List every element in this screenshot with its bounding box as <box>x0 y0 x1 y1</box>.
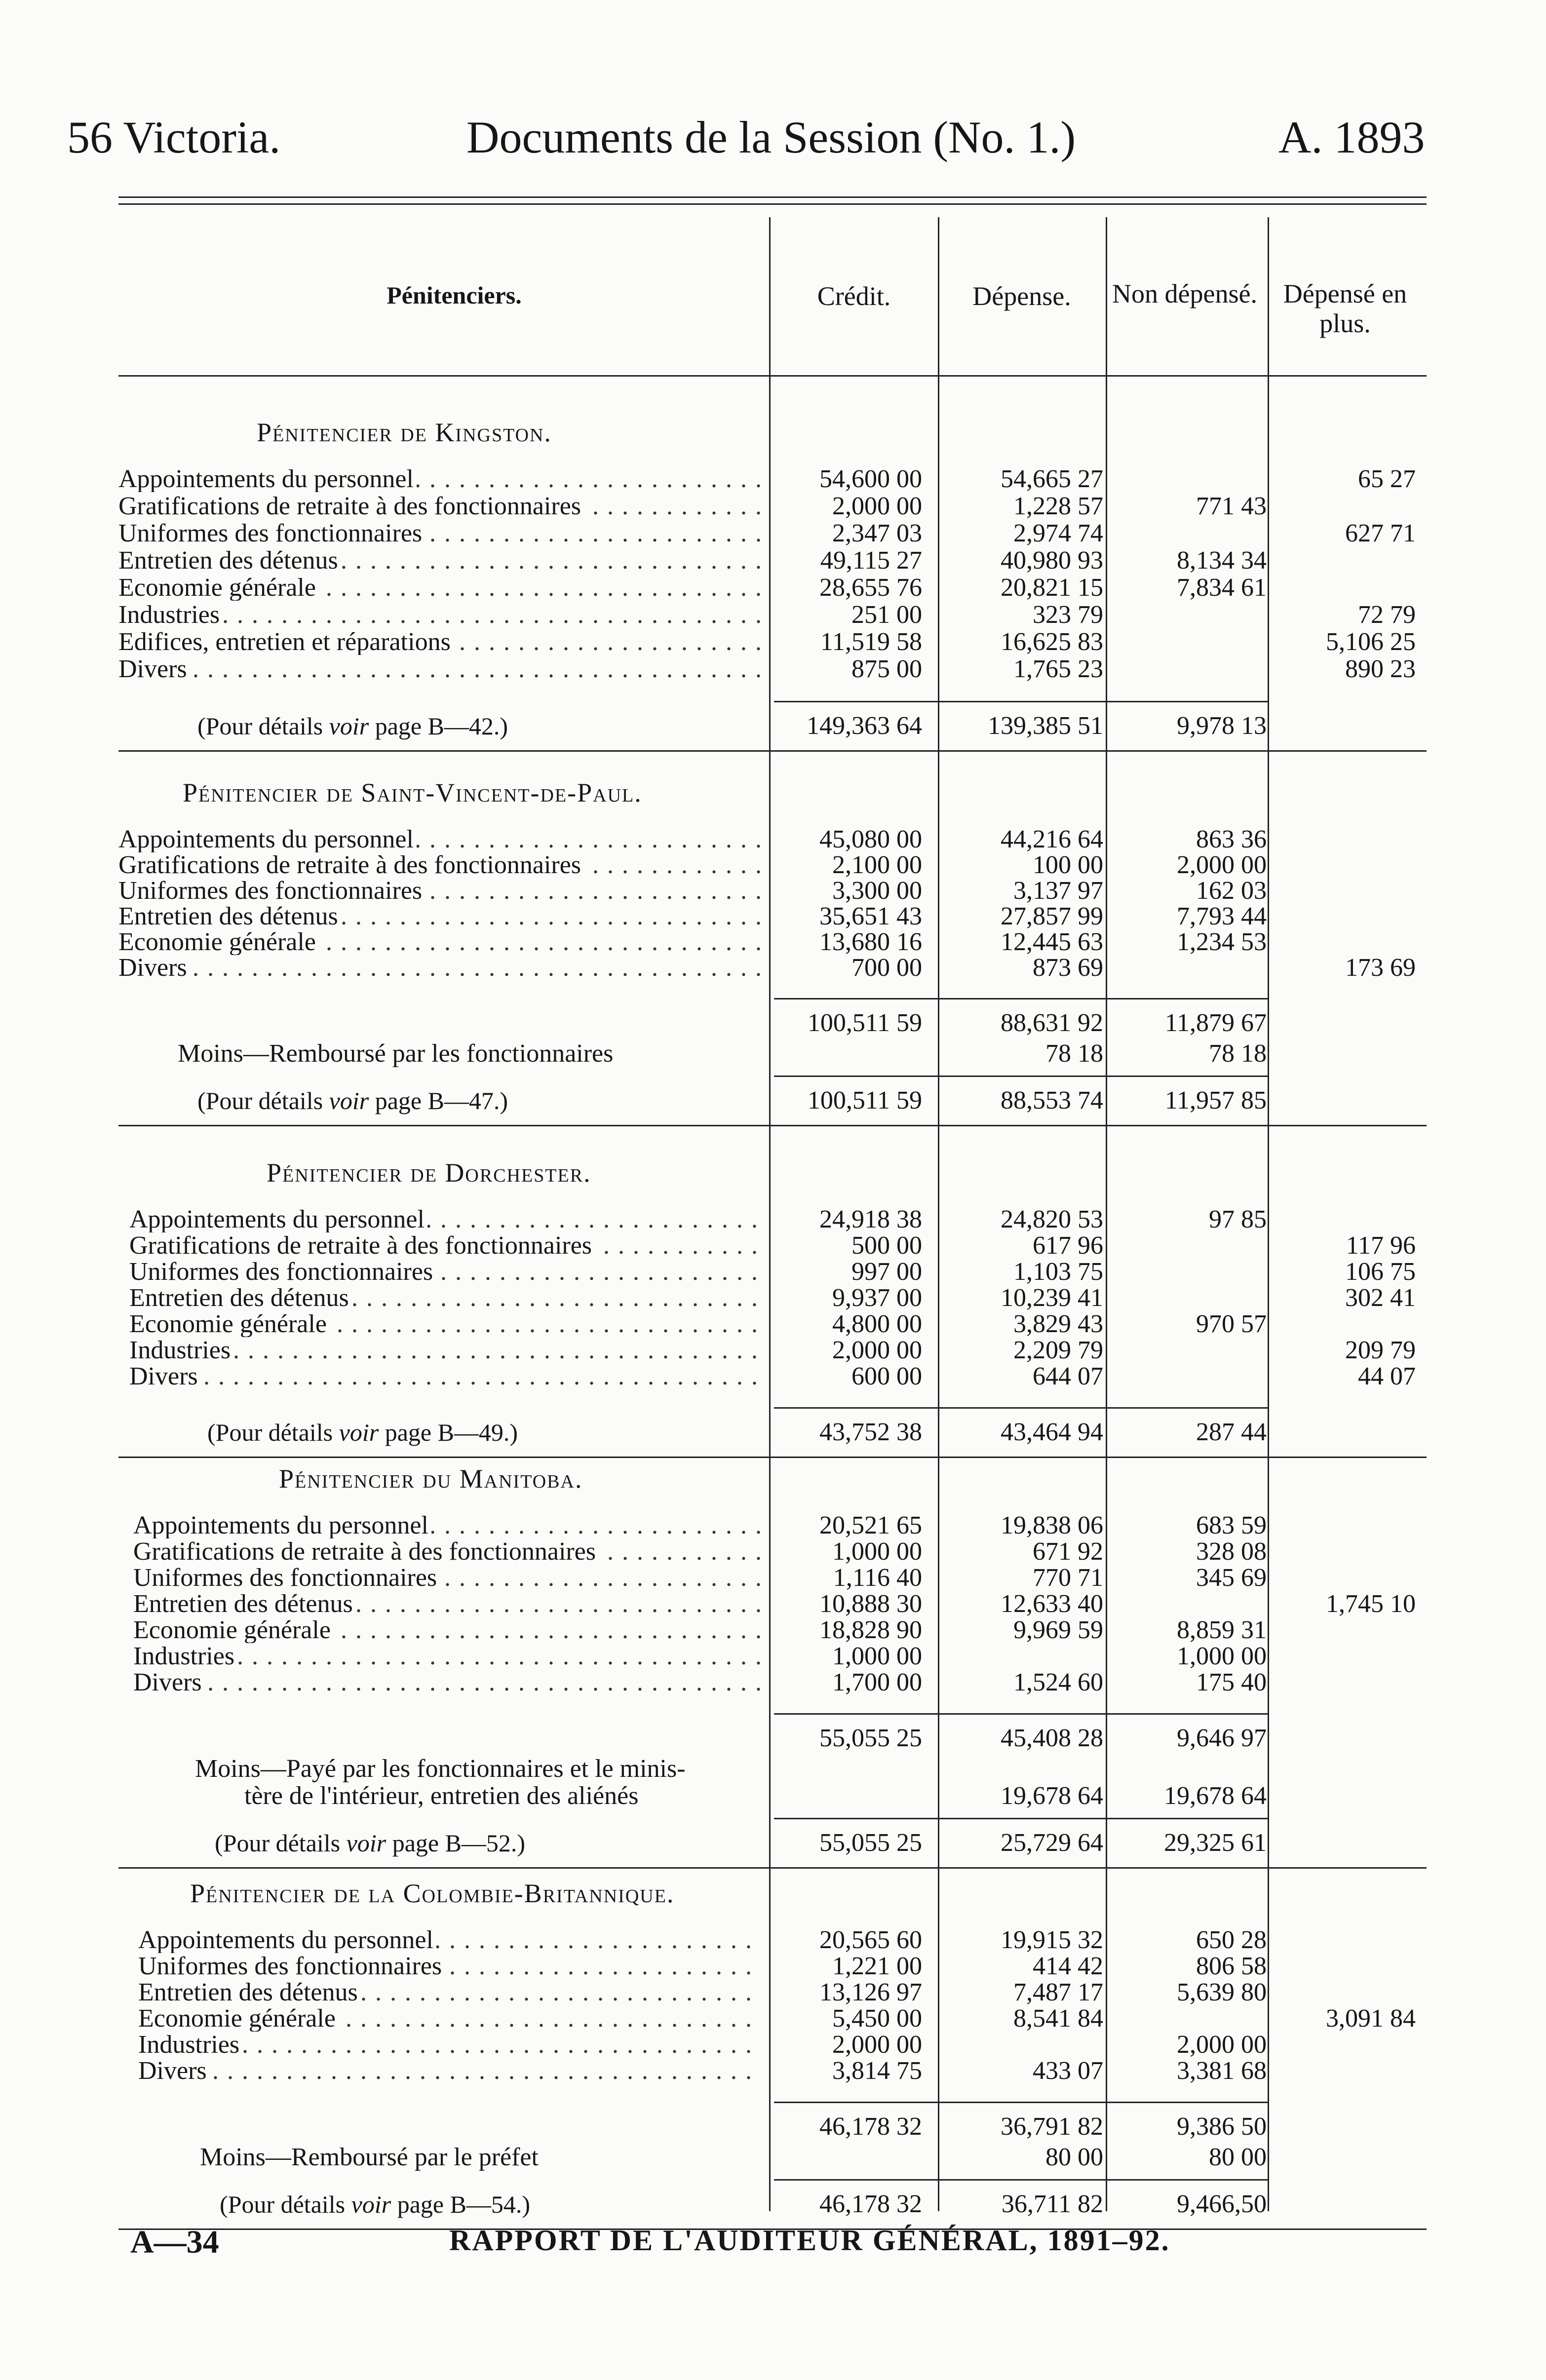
row-label <box>118 904 760 929</box>
row-depense: 433 07 <box>1033 2057 1103 2085</box>
subtotal-row <box>0 1010 1546 1036</box>
moins-depense: 78 18 <box>1045 1039 1103 1068</box>
row-depense-plus: 72 79 <box>1358 601 1416 629</box>
row-non-depense: 1,234 53 <box>1177 928 1267 956</box>
row-non-depense: 8,134 34 <box>1177 546 1267 575</box>
row-credit: 1,116 40 <box>833 1564 922 1592</box>
row-label <box>138 1954 760 1979</box>
row-label-text: Appointements du personnel <box>138 1927 436 1953</box>
row-label <box>129 1259 760 1285</box>
ledger-row <box>0 2058 1546 2084</box>
total-non-depense: 11,957 85 <box>1164 1086 1267 1114</box>
section-end-rule <box>118 750 1427 752</box>
row-depense: 20,821 15 <box>1001 574 1103 602</box>
row-non-depense: 162 03 <box>1196 877 1267 905</box>
ledger-row <box>0 1285 1546 1311</box>
row-credit: 20,521 65 <box>819 1511 922 1539</box>
details-note-voir: voir <box>329 1087 369 1114</box>
moins-rule <box>774 1818 1268 1819</box>
row-non-depense: 3,381 68 <box>1177 2057 1267 2085</box>
row-label <box>138 2032 760 2058</box>
subtotal-credit: 55,055 25 <box>819 1724 922 1752</box>
row-depense: 100 00 <box>1033 851 1103 879</box>
ledger-row <box>0 521 1546 546</box>
total-depense: 88,553 74 <box>1001 1086 1103 1114</box>
total-depense: 36,711 82 <box>1001 2190 1103 2218</box>
row-depense-plus: 3,091 84 <box>1326 2004 1416 2033</box>
row-credit: 1,000 00 <box>832 1642 922 1670</box>
details-note-voir: voir <box>339 1419 379 1446</box>
row-label-text: Entretien des détenus <box>118 904 341 929</box>
row-credit: 5,450 00 <box>832 2004 922 2033</box>
row-credit: 54,600 00 <box>819 465 922 493</box>
details-note-page: page B—47.) <box>375 1087 508 1114</box>
column-header-rule <box>118 375 1427 377</box>
row-label-text: Gratifications de retraite à des fonctionnaires <box>118 494 584 519</box>
col-title: Pénitenciers. <box>386 281 522 309</box>
section-end-rule <box>118 1457 1427 1458</box>
subtotal-non-depense: 9,386 50 <box>1177 2112 1267 2141</box>
row-label <box>118 602 760 628</box>
details-note <box>215 1830 525 1856</box>
col-depense: Dépense. <box>972 281 1071 311</box>
moins-non-depense: 19,678 64 <box>1164 1782 1267 1810</box>
section-title: Pénitencier de la Colombie-Britannique. <box>190 1879 675 1908</box>
row-credit: 700 00 <box>851 954 922 982</box>
total-non-depense: 287 44 <box>1196 1418 1267 1446</box>
footer-page-ref: A—34 <box>130 2224 219 2260</box>
row-credit: 600 00 <box>851 1362 922 1390</box>
details-note-prefix: (Pour détails <box>197 1087 323 1114</box>
row-depense: 9,969 59 <box>1013 1616 1103 1644</box>
row-depense: 12,633 40 <box>1001 1590 1103 1618</box>
row-depense: 16,625 83 <box>1001 628 1103 656</box>
row-label <box>129 1364 760 1389</box>
row-label-text: Appointements du personnel <box>118 466 417 492</box>
details-note-prefix: (Pour détails <box>207 1419 333 1446</box>
ledger-row <box>0 1565 1546 1591</box>
moins-label: Moins—Remboursé par les fonctionnaires <box>178 1039 614 1068</box>
row-non-depense: 5,639 80 <box>1177 1978 1267 2006</box>
ledger-row <box>0 466 1546 492</box>
row-label <box>118 852 760 878</box>
details-note <box>207 1420 518 1445</box>
row-depense: 24,820 53 <box>1001 1205 1103 1233</box>
row-label-text: Economie générale <box>133 1617 334 1643</box>
row-depense-plus: 627 71 <box>1345 519 1416 547</box>
section-sum-rule <box>774 2102 1268 2103</box>
row-non-depense: 8,859 31 <box>1177 1616 1267 1644</box>
row-label-text: Divers <box>133 1670 205 1695</box>
row-depense: 12,445 63 <box>1001 928 1103 956</box>
row-depense-plus: 173 69 <box>1345 954 1416 982</box>
total-row <box>0 1830 1546 1856</box>
row-label-text: Uniformes des fonctionnaires <box>129 1259 436 1285</box>
row-label-text: Economie générale <box>138 2006 339 2032</box>
subtotal-row <box>0 1726 1546 1751</box>
moins-depense: 80 00 <box>1045 2143 1103 2171</box>
row-depense: 40,980 93 <box>1001 546 1103 575</box>
total-credit: 100,511 59 <box>807 1086 922 1114</box>
total-credit: 46,178 32 <box>819 2190 922 2218</box>
row-depense: 19,915 32 <box>1001 1926 1103 1954</box>
ledger-row <box>0 2006 1546 2032</box>
row-depense: 617 96 <box>1033 1231 1103 1260</box>
details-note-page: page B—49.) <box>385 1419 518 1446</box>
ledger-row <box>0 1513 1546 1538</box>
section-end-rule <box>118 1125 1427 1126</box>
row-label-text: Divers <box>129 1364 201 1389</box>
row-depense: 873 69 <box>1033 954 1103 982</box>
details-note-voir: voir <box>329 712 369 740</box>
row-label-text: Uniformes des fonctionnaires <box>133 1565 440 1591</box>
row-depense-plus: 106 75 <box>1345 1258 1416 1286</box>
header-rule-top <box>118 196 1427 198</box>
row-credit: 500 00 <box>851 1231 922 1260</box>
row-label-text: Entretien des détenus <box>118 548 341 574</box>
row-depense: 44,216 64 <box>1001 825 1103 853</box>
row-credit: 1,700 00 <box>832 1668 922 1696</box>
row-credit: 18,828 90 <box>819 1616 922 1644</box>
row-depense: 671 92 <box>1033 1537 1103 1566</box>
header-left: 56 Victoria. <box>67 112 281 162</box>
header-rule-bottom <box>118 203 1427 205</box>
row-credit: 4,800 00 <box>832 1310 922 1338</box>
row-label <box>129 1207 760 1232</box>
ledger-row <box>0 1591 1546 1617</box>
details-note-voir: voir <box>351 2190 391 2218</box>
moins-depense: 19,678 64 <box>1001 1782 1103 1810</box>
ledger-row <box>0 1207 1546 1232</box>
row-depense: 1,228 57 <box>1013 492 1103 520</box>
row-label-text: Divers <box>118 955 190 981</box>
section-title: Pénitencier de Kingston. <box>257 418 552 447</box>
row-credit: 45,080 00 <box>819 825 922 853</box>
header-center: Documents de la Session (No. 1.) <box>466 112 1076 162</box>
row-label-text: Economie générale <box>118 575 319 601</box>
row-label-text: Industries <box>118 602 223 628</box>
total-row <box>0 713 1546 739</box>
row-non-depense: 970 57 <box>1196 1310 1267 1338</box>
ledger-row <box>0 1233 1546 1259</box>
ledger-row <box>0 955 1546 981</box>
moins-row <box>0 1755 1546 1810</box>
row-depense-plus: 65 27 <box>1358 465 1416 493</box>
row-label-text: Uniformes des fonctionnaires <box>138 1954 445 1979</box>
row-label <box>138 2006 760 2032</box>
ledger-row <box>0 1539 1546 1565</box>
ledger-row <box>0 2032 1546 2058</box>
row-label <box>133 1539 760 1565</box>
row-credit: 251 00 <box>851 601 922 629</box>
row-label <box>133 1565 760 1591</box>
row-credit: 3,300 00 <box>832 877 922 905</box>
row-non-depense: 2,000 00 <box>1177 851 1267 879</box>
row-non-depense: 771 43 <box>1196 492 1267 520</box>
section-title: Pénitencier de Saint-Vincent-de-Paul. <box>183 778 642 807</box>
row-depense: 3,137 97 <box>1013 877 1103 905</box>
moins-label-cont: tère de l'intérieur, entretien des aliénés <box>244 1782 639 1810</box>
section-end-rule <box>118 1867 1427 1869</box>
row-credit: 20,565 60 <box>819 1926 922 1954</box>
row-label-text: Gratifications de retraite à des fonctionnaires <box>133 1539 599 1565</box>
row-label <box>118 656 760 682</box>
row-label <box>118 629 760 655</box>
total-credit: 149,363 64 <box>807 712 922 740</box>
row-non-depense: 2,000 00 <box>1177 2031 1267 2059</box>
row-depense: 644 07 <box>1033 1362 1103 1390</box>
col-credit: Crédit. <box>817 281 891 311</box>
row-non-depense: 650 28 <box>1196 1926 1267 1954</box>
row-label-text: Economie générale <box>118 929 319 955</box>
row-credit: 2,000 00 <box>832 1336 922 1364</box>
row-depense-plus: 44 07 <box>1358 1362 1416 1390</box>
row-non-depense: 7,793 44 <box>1177 902 1267 930</box>
details-note-voir: voir <box>346 1829 386 1857</box>
row-credit: 2,000 00 <box>832 2031 922 2059</box>
details-note-page: page B—54.) <box>397 2190 531 2218</box>
row-label-text: Entretien des détenus <box>129 1285 352 1311</box>
row-depense: 1,765 23 <box>1013 655 1103 683</box>
moins-non-depense: 80 00 <box>1209 2143 1267 2171</box>
subtotal-depense: 45,408 28 <box>1001 1724 1103 1752</box>
section-sum-rule <box>774 998 1268 999</box>
ledger-row <box>0 878 1546 904</box>
row-depense: 7,487 17 <box>1013 1978 1103 2006</box>
row-label <box>118 548 760 574</box>
section-title: Pénitencier du Manitoba. <box>279 1464 583 1494</box>
ledger-row <box>0 929 1546 955</box>
total-depense: 25,729 64 <box>1001 1829 1103 1857</box>
total-row <box>0 2191 1546 2217</box>
row-credit: 10,888 30 <box>819 1590 922 1618</box>
row-depense: 1,524 60 <box>1013 1668 1103 1696</box>
ledger-row <box>0 1617 1546 1643</box>
row-credit: 1,000 00 <box>832 1537 922 1566</box>
row-depense: 2,209 79 <box>1013 1336 1103 1364</box>
row-credit: 13,126 97 <box>819 1978 922 2006</box>
row-label-text: Uniformes des fonctionnaires <box>118 521 425 546</box>
subtotal-row <box>0 2114 1546 2140</box>
col-depense-plus: Dépensé en plus. <box>1283 279 1407 339</box>
ledger-row <box>0 1670 1546 1695</box>
row-label <box>118 929 760 955</box>
details-note-page: page B—52.) <box>392 1829 526 1857</box>
row-credit: 875 00 <box>851 655 922 683</box>
ledger-row <box>0 575 1546 601</box>
total-non-depense: 29,325 61 <box>1164 1829 1267 1857</box>
row-label <box>129 1285 760 1311</box>
subtotal-depense: 88,631 92 <box>1001 1009 1103 1037</box>
details-note-prefix: (Pour détails <box>197 712 323 740</box>
row-depense: 3,829 43 <box>1013 1310 1103 1338</box>
ledger-row <box>0 1954 1546 1979</box>
row-label-text: Appointements du personnel <box>118 827 417 852</box>
row-depense: 2,974 74 <box>1013 519 1103 547</box>
row-label <box>129 1233 760 1259</box>
section-sum-rule <box>774 701 1268 702</box>
row-label-text: Industries <box>129 1338 233 1363</box>
row-label <box>118 827 760 852</box>
row-label <box>129 1311 760 1337</box>
total-credit: 43,752 38 <box>819 1418 922 1446</box>
row-non-depense: 328 08 <box>1196 1537 1267 1566</box>
row-label <box>133 1644 760 1669</box>
ledger-row <box>0 1364 1546 1389</box>
moins-rule <box>774 2179 1268 2181</box>
row-label-text: Divers <box>118 656 190 682</box>
row-label-text: Edifices, entretien et réparations <box>118 629 454 655</box>
row-non-depense: 7,834 61 <box>1177 574 1267 602</box>
row-label-text: Uniformes des fonctionnaires <box>118 878 425 904</box>
row-label <box>133 1513 760 1538</box>
ledger-row <box>0 1980 1546 2005</box>
row-label-text: Appointements du personnel <box>129 1207 427 1232</box>
row-depense: 54,665 27 <box>1001 465 1103 493</box>
moins-label: Moins—Remboursé par le préfet <box>200 2143 539 2171</box>
row-depense: 10,239 41 <box>1001 1284 1103 1312</box>
row-depense: 323 79 <box>1033 601 1103 629</box>
row-label-text: Entretien des détenus <box>133 1591 356 1617</box>
moins-row <box>0 1041 1546 1067</box>
row-credit: 28,655 76 <box>819 574 922 602</box>
row-depense-plus: 302 41 <box>1345 1284 1416 1312</box>
moins-non-depense: 78 18 <box>1209 1039 1267 1068</box>
details-note-prefix: (Pour détails <box>220 2190 346 2218</box>
row-depense: 770 71 <box>1033 1564 1103 1592</box>
row-non-depense: 683 59 <box>1196 1511 1267 1539</box>
row-label <box>118 575 760 601</box>
row-label-text: Appointements du personnel <box>133 1513 431 1538</box>
row-label <box>138 1927 760 1953</box>
subtotal-credit: 100,511 59 <box>807 1009 922 1037</box>
total-non-depense: 9,978 13 <box>1177 712 1267 740</box>
section-title: Pénitencier de Dorchester. <box>267 1158 591 1188</box>
details-note <box>197 1088 508 1113</box>
row-credit: 2,100 00 <box>832 851 922 879</box>
row-credit: 9,937 00 <box>832 1284 922 1312</box>
row-credit: 24,918 38 <box>819 1205 922 1233</box>
subtotal-depense: 36,791 82 <box>1001 2112 1103 2141</box>
row-label <box>138 2058 760 2084</box>
ledger-row <box>0 904 1546 929</box>
col-non-depense: Non dépensé. <box>1112 279 1257 308</box>
ledger-row <box>0 827 1546 852</box>
details-note <box>197 713 508 739</box>
row-depense-plus: 1,745 10 <box>1326 1590 1416 1618</box>
row-label-text: Economie générale <box>129 1311 330 1337</box>
total-credit: 55,055 25 <box>819 1829 922 1857</box>
row-label-text: Gratifications de retraite à des fonctionnaires <box>129 1233 595 1259</box>
row-label <box>118 494 760 519</box>
row-credit: 35,651 43 <box>819 902 922 930</box>
ledger-row <box>0 1311 1546 1337</box>
total-non-depense: 9,466,50 <box>1177 2190 1267 2218</box>
row-non-depense: 1,000 00 <box>1177 1642 1267 1670</box>
total-row <box>0 1420 1546 1445</box>
row-label-text: Industries <box>138 2032 242 2058</box>
total-depense: 43,464 94 <box>1001 1418 1103 1446</box>
row-non-depense: 863 36 <box>1196 825 1267 853</box>
row-depense: 1,103 75 <box>1013 1258 1103 1286</box>
row-label-text: Divers <box>138 2058 210 2084</box>
row-non-depense: 97 85 <box>1209 1205 1267 1233</box>
ledger-row <box>0 1338 1546 1363</box>
ledger-row <box>0 548 1546 574</box>
row-label <box>133 1617 760 1643</box>
row-label <box>118 878 760 904</box>
row-label <box>129 1338 760 1363</box>
row-label <box>118 521 760 546</box>
subtotal-non-depense: 11,879 67 <box>1164 1009 1267 1037</box>
section-sum-rule <box>774 1713 1268 1715</box>
row-credit: 2,000 00 <box>832 492 922 520</box>
row-label-text: Industries <box>133 1644 237 1669</box>
moins-label: Moins—Payé par les fonctionnaires et le minis- <box>195 1755 686 1783</box>
ledger-row <box>0 494 1546 519</box>
details-note <box>220 2191 530 2217</box>
row-credit: 1,221 00 <box>832 1952 922 1980</box>
ledger-row <box>0 602 1546 628</box>
total-depense: 139,385 51 <box>988 712 1103 740</box>
row-credit: 3,814 75 <box>832 2057 922 2085</box>
total-row <box>0 1088 1546 1113</box>
row-depense: 414 42 <box>1033 1952 1103 1980</box>
subtotal-credit: 46,178 32 <box>819 2112 922 2141</box>
ledger-row <box>0 656 1546 682</box>
row-credit: 2,347 03 <box>832 519 922 547</box>
footer-report-title: RAPPORT DE L'AUDITEUR GÉNÉRAL, 1891–92. <box>449 2224 1170 2257</box>
ledger-row <box>0 1644 1546 1669</box>
ledger-row <box>0 1927 1546 1953</box>
row-depense: 8,541 84 <box>1013 2004 1103 2033</box>
row-non-depense: 345 69 <box>1196 1564 1267 1592</box>
header-right: A. 1893 <box>1278 112 1425 162</box>
row-depense: 27,857 99 <box>1001 902 1103 930</box>
row-non-depense: 175 40 <box>1196 1668 1267 1696</box>
row-credit: 997 00 <box>851 1258 922 1286</box>
subtotal-non-depense: 9,646 97 <box>1177 1724 1267 1752</box>
ledger-row <box>0 1259 1546 1285</box>
row-label <box>133 1670 760 1695</box>
row-label-text: Gratifications de retraite à des fonctionnaires <box>118 852 584 878</box>
row-credit: 11,519 58 <box>820 628 922 656</box>
row-depense-plus: 890 23 <box>1345 655 1416 683</box>
row-credit: 13,680 16 <box>819 928 922 956</box>
row-non-depense: 806 58 <box>1196 1952 1267 1980</box>
row-credit: 49,115 27 <box>820 546 922 575</box>
row-label <box>118 955 760 981</box>
section-sum-rule <box>774 1407 1268 1409</box>
details-note-page: page B—42.) <box>375 712 508 740</box>
ledger-row <box>0 629 1546 655</box>
moins-row <box>0 2145 1546 2170</box>
row-label <box>133 1591 760 1617</box>
row-label <box>118 466 760 492</box>
row-depense-plus: 5,106 25 <box>1326 628 1416 656</box>
row-label <box>138 1980 760 2005</box>
details-note-prefix: (Pour détails <box>215 1829 341 1857</box>
row-label-text: Entretien des détenus <box>138 1980 361 2005</box>
row-depense: 19,838 06 <box>1001 1511 1103 1539</box>
row-depense-plus: 117 96 <box>1346 1231 1416 1260</box>
row-depense-plus: 209 79 <box>1345 1336 1416 1364</box>
moins-rule <box>774 1075 1268 1077</box>
ledger-row <box>0 852 1546 878</box>
